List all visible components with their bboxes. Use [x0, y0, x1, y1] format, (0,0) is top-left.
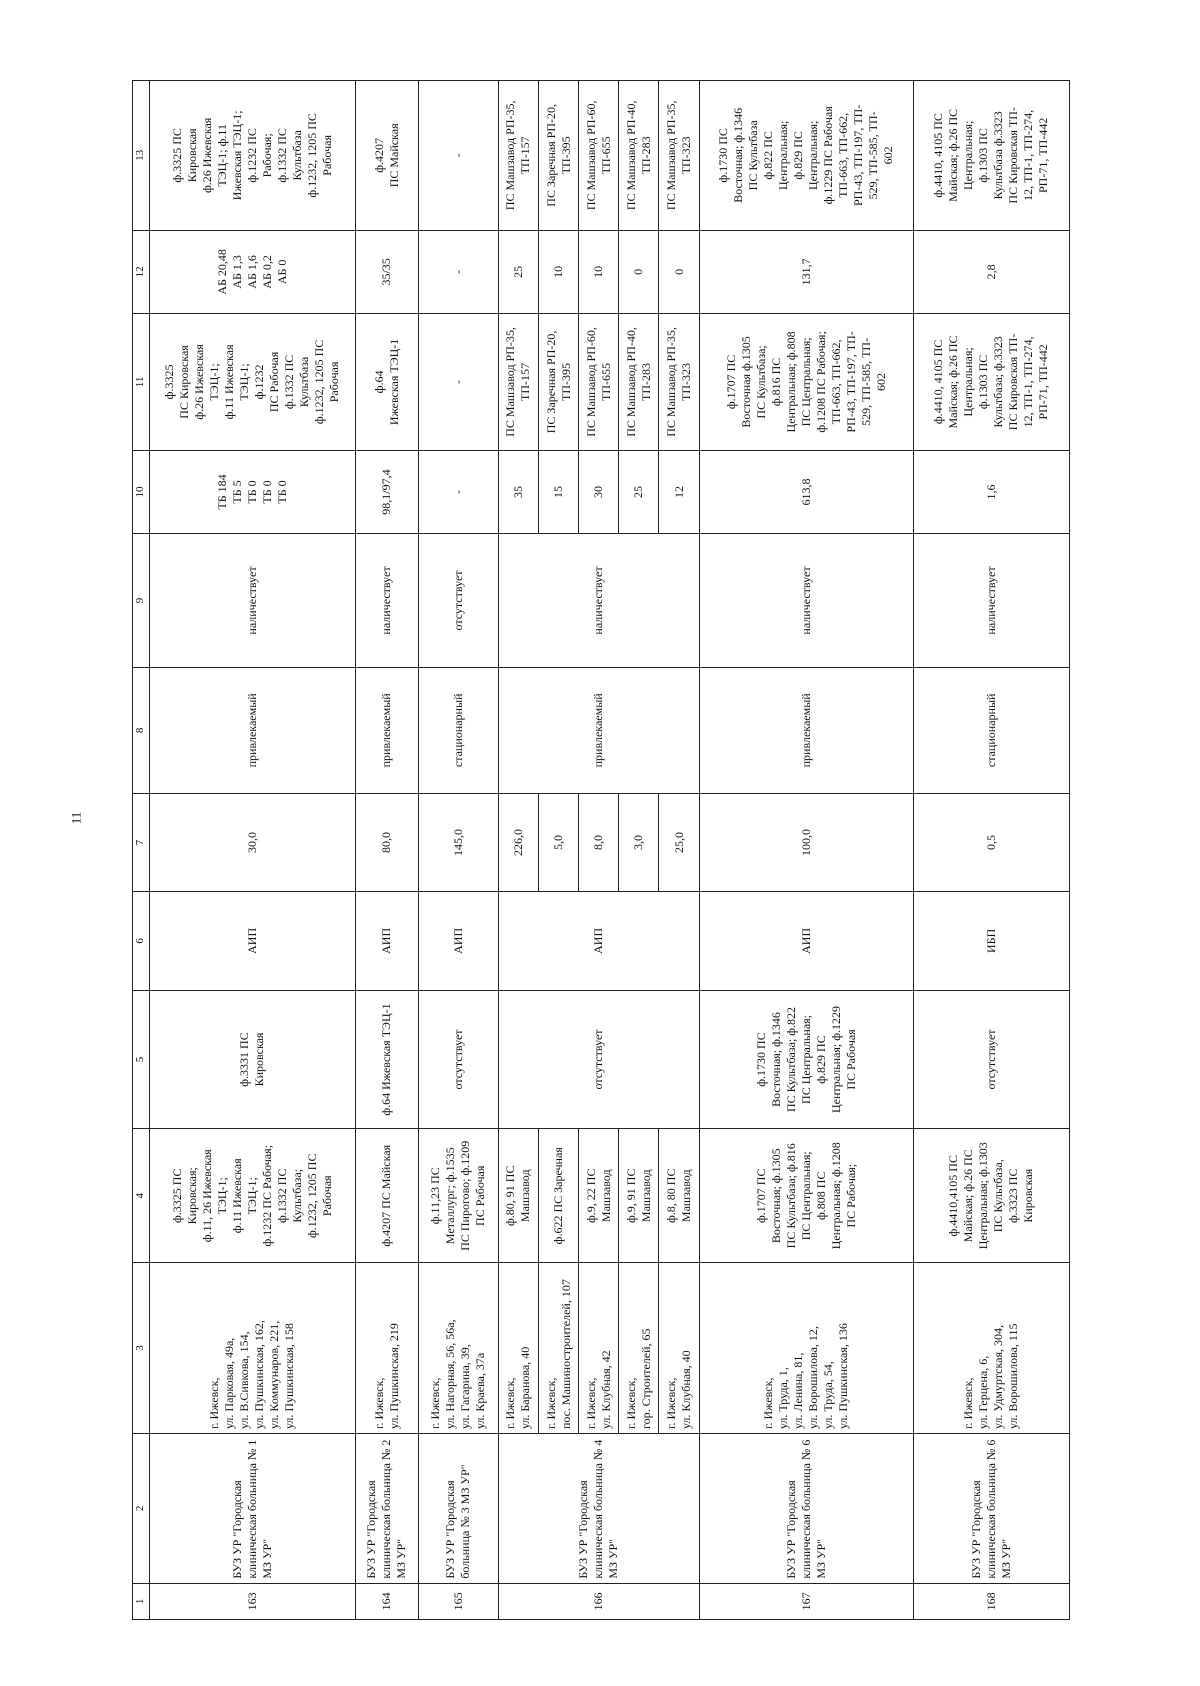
feeder-cell: ф.622 ПС Заречная: [539, 1129, 579, 1263]
address-cell: г. Ижевск, ул. Парковая, 49а, ул. В.Сивкова, 154, ул. Пушкинская, 162, ул. Коммунаров, 221, ул. Пушкинская, 158: [149, 1263, 355, 1434]
table-row: [913, 81, 1069, 1620]
supply-path-cell: ПС Машзавод РП-60, ТП-655: [579, 314, 619, 451]
source-type-cell: АИП: [699, 892, 913, 990]
source-type-cell: АИП: [356, 892, 418, 990]
table-row: [498, 81, 538, 1620]
feeder-cell: ф.9, 91 ПС Машзавод: [619, 1129, 659, 1263]
load-cell: 613,8: [699, 450, 913, 533]
power-cell: 30,0: [149, 793, 355, 891]
supply-path-cell: ф.64 Ижевская ТЭЦ-1: [356, 314, 418, 451]
power-cell: 3,0: [619, 793, 659, 891]
reserve-path-cell: ф.1730 ПС Восточная; ф.1346 ПС Культбаза ф.822 ПС Центральная; ф.829 ПС Центральная; ф.1229 ПС Рабочая ТП-663, ТП-662, РП-43, ТП-197, ТП- 529, ТП-585, ТП- 602: [699, 81, 913, 231]
row-number: 164: [356, 1583, 418, 1619]
availability-cell: наличествует: [149, 534, 355, 668]
col-header: 9: [133, 534, 150, 668]
power-cell: 25,0: [659, 793, 699, 891]
col-header: 12: [133, 230, 150, 313]
reserve-cell: 0: [659, 230, 699, 313]
mode-cell: привлекаемый: [699, 667, 913, 793]
load-cell: 98,1/97,4: [356, 450, 418, 533]
feeder-cell: ф.1707 ПС Восточная; ф.1305 ПС Культбаза; ф.816 ПС Центральная; ф.808 ПС Центральная; ф.1208 ПС Рабочая;: [699, 1129, 913, 1263]
power-cell: 100,0: [699, 793, 913, 891]
address-cell: г. Ижевск, ул. Нагорная, 56, 56а, ул. Гагарина, 39, ул. Краева, 37а: [418, 1263, 498, 1434]
col-header: 3: [133, 1263, 150, 1434]
mode-cell: привлекаемый: [498, 667, 699, 793]
mode-cell: стационарный: [913, 667, 1069, 793]
mode-cell: привлекаемый: [356, 667, 418, 793]
col-header: 8: [133, 667, 150, 793]
col-header: 1: [133, 1583, 150, 1619]
load-cell: 35: [498, 450, 538, 533]
reserve-cell: 10: [579, 230, 619, 313]
power-cell: 226,0: [498, 793, 538, 891]
reserve-path-cell: ПС Машзавод РП-40, ТП-283: [619, 81, 659, 231]
source-type-cell: АИП: [498, 892, 699, 990]
power-supply-table: [132, 80, 1070, 1620]
power-cell: 0,5: [913, 793, 1069, 891]
reserve-cell: 10: [539, 230, 579, 313]
load-cell: 15: [539, 450, 579, 533]
row-number: 167: [699, 1583, 913, 1619]
organization-cell: БУЗ УР "Городская клиническая больница № 1 МЗ УР": [149, 1434, 355, 1584]
backup-feeder-cell: отсутствует: [418, 990, 498, 1129]
table-row: [699, 81, 913, 1620]
supply-path-cell: ПС Машзавод РП-35, ТП-157: [498, 314, 538, 451]
organization-cell: БУЗ УР "Городская больница № 3 МЗ УР": [418, 1434, 498, 1584]
availability-cell: наличествует: [356, 534, 418, 668]
address-cell: г. Ижевск, пос. Машиностроителей, 107: [539, 1263, 579, 1434]
page-number: 11: [68, 811, 84, 825]
organization-cell: БУЗ УР "Городская клиническая больница № 6 МЗ УР": [913, 1434, 1069, 1584]
reserve-cell: 35/35: [356, 230, 418, 313]
backup-feeder-cell: ф.1730 ПС Восточная; ф.1346 ПС Культбаза; ф.822 ПС Центральная; ф.829 ПС Центральная; ф.1229 ПС Рабочая: [699, 990, 913, 1129]
table-row: [418, 81, 498, 1620]
table-row: [539, 81, 579, 1620]
feeder-cell: ф.80, 91 ПС Машзавод: [498, 1129, 538, 1263]
source-type-cell: ИБП: [913, 892, 1069, 990]
supply-path-cell: -: [418, 314, 498, 451]
feeder-cell: ф.4410,4105 ПС Майская; ф.26 ПС Центральная; ф.1303 ПС Культбаза, ф.3323 ПС Кировская: [913, 1129, 1069, 1263]
col-header: 2: [133, 1434, 150, 1584]
backup-feeder-cell: ф.64 Ижевская ТЭЦ-1: [356, 990, 418, 1129]
supply-path-cell: ф.1707 ПС Восточная ф.1305 ПС Культбаза; ф.816 ПС Центральная; ф.808 ПС Центральная; ф.1208 ПС Рабочая; ТП-663, ТП-662, РП-43, ТП-197, ТП- 529, ТП-585, ТП- 602: [699, 314, 913, 451]
backup-feeder-cell: ф.3331 ПС Кировская: [149, 990, 355, 1129]
address-cell: г. Ижевск, ул. Баранова, 40: [498, 1263, 538, 1434]
col-header: 5: [133, 990, 150, 1129]
availability-cell: наличествует: [913, 534, 1069, 668]
mode-cell: стационарный: [418, 667, 498, 793]
power-cell: 5,0: [539, 793, 579, 891]
table-row: [619, 81, 659, 1620]
load-cell: 30: [579, 450, 619, 533]
power-cell: 145,0: [418, 793, 498, 891]
feeder-cell: ф.4207 ПС Майская: [356, 1129, 418, 1263]
load-cell: 12: [659, 450, 699, 533]
address-cell: г. Ижевск, ул. Клубная, 42: [579, 1263, 619, 1434]
address-cell: г. Ижевск, ул. Пушкинская, 219: [356, 1263, 418, 1434]
reserve-path-cell: ПС Заречная РП-20, ТП-395: [539, 81, 579, 231]
reserve-path-cell: ПС Машзавод РП-60, ТП-655: [579, 81, 619, 231]
organization-cell: БУЗ УР "Городская клиническая больница № 4 МЗ УР": [498, 1434, 699, 1584]
address-cell: г. Ижевск, гор. Строителей, 65: [619, 1263, 659, 1434]
reserve-cell: 131,7: [699, 230, 913, 313]
feeder-cell: ф.8, 80 ПС Машзавод: [659, 1129, 699, 1263]
reserve-path-cell: ф.4410, 4105 ПС Майская; ф.26 ПС Центральная; ф.1303 ПС Культбаза ф.3323 ПС Кировская ТП- 12, ТП-1, ТП-274, РП-71, ТП-442: [913, 81, 1069, 231]
address-cell: г. Ижевск, ул. Герцена, 6, ул. Удмуртская, 304, ул. Ворошилова, 115: [913, 1263, 1069, 1434]
mode-cell: привлекаемый: [149, 667, 355, 793]
col-header: 6: [133, 892, 150, 990]
reserve-cell: 0: [619, 230, 659, 313]
load-cell: -: [418, 450, 498, 533]
col-header: 10: [133, 450, 150, 533]
load-cell: ТБ 184 ТБ 5 ТБ 0 ТБ 0 ТБ 0: [149, 450, 355, 533]
reserve-cell: 2,8: [913, 230, 1069, 313]
table-row: [149, 81, 355, 1620]
organization-cell: БУЗ УР "Городская клиническая больница № 2 МЗ УР": [356, 1434, 418, 1584]
feeder-cell: ф.11,23 ПС Металлург; ф.1535 ПС Пирогово; ф.1209 ПС Рабочая: [418, 1129, 498, 1263]
source-type-cell: АИП: [149, 892, 355, 990]
backup-feeder-cell: отсутствует: [913, 990, 1069, 1129]
source-type-cell: АИП: [418, 892, 498, 990]
address-cell: г. Ижевск, ул. Труда, 1, ул. Ленина, 81, ул. Ворошилова, 12, ул. Труда, 54, ул. Пушкинская, 136: [699, 1263, 913, 1434]
availability-cell: отсутствует: [418, 534, 498, 668]
availability-cell: наличествует: [699, 534, 913, 668]
table-row: [356, 81, 418, 1620]
row-number: 165: [418, 1583, 498, 1619]
load-cell: 25: [619, 450, 659, 533]
address-cell: г. Ижевск, ул. Клубная, 40: [659, 1263, 699, 1434]
col-header: 4: [133, 1129, 150, 1263]
reserve-path-cell: -: [418, 81, 498, 231]
organization-cell: БУЗ УР "Городская клиническая больница № 6 МЗ УР": [699, 1434, 913, 1584]
power-cell: 8,0: [579, 793, 619, 891]
reserve-path-cell: ПС Машзавод РП-35, ТП-157: [498, 81, 538, 231]
rotated-table-container: [132, 80, 1070, 1620]
reserve-path-cell: ПС Машзавод РП-35, ТП-323: [659, 81, 699, 231]
table-row: [659, 81, 699, 1620]
reserve-cell: 25: [498, 230, 538, 313]
availability-cell: наличествует: [498, 534, 699, 668]
col-header: 7: [133, 793, 150, 891]
supply-path-cell: ф.4410, 4105 ПС Майская; ф.26 ПС Центральная; ф.1303 ПС Культбаза; ф.3323 ПС Кировская ТП- 12, ТП-1, ТП-274, РП-71, ТП-442: [913, 314, 1069, 451]
col-header: 13: [133, 81, 150, 231]
power-cell: 80,0: [356, 793, 418, 891]
feeder-cell: ф.3325 ПС Кировская; ф.11, 26 Ижевская ТЭЦ-1; ф.11 Ижевская ТЭЦ-1; ф.1232 ПС Рабочая; ф.1332 ПС Культбаза; ф.1232, 1205 ПС Рабочая: [149, 1129, 355, 1263]
reserve-path-cell: ф.3325 ПС Кировская ф.26 Ижевская ТЭЦ-1; ф.11 Ижевская ТЭЦ-1; ф.1232 ПС Рабочая; ф.1332 ПС Культбаза ф.1232, 1205 ПС Рабочая: [149, 81, 355, 231]
row-number: 166: [498, 1583, 699, 1619]
row-number: 163: [149, 1583, 355, 1619]
row-number: 168: [913, 1583, 1069, 1619]
supply-path-cell: ПС Машзавод РП-40, ТП-283: [619, 314, 659, 451]
supply-path-cell: ф.3325 ПС Кировская ф.26 Ижевская ТЭЦ-1; ф.11 Ижевская ТЭЦ-1; ф.1232 ПС Рабочая ф.1332 ПС Культбаза ф.1232, 1205 ПС Рабочая: [149, 314, 355, 451]
supply-path-cell: ПС Машзавод РП-35, ТП-323: [659, 314, 699, 451]
column-number-row: [133, 81, 150, 1620]
table-row: [579, 81, 619, 1620]
col-header: 11: [133, 314, 150, 451]
feeder-cell: ф.9, 22 ПС Машзавод: [579, 1129, 619, 1263]
reserve-cell: -: [418, 230, 498, 313]
reserve-cell: АБ 20,48 АБ 1,3 АБ 1,6 АБ 0,2 АБ 0: [149, 230, 355, 313]
reserve-path-cell: ф.4207 ПС Майская: [356, 81, 418, 231]
backup-feeder-cell: отсутствует: [498, 990, 699, 1129]
load-cell: 1,6: [913, 450, 1069, 533]
supply-path-cell: ПС Заречная РП-20, ТП-395: [539, 314, 579, 451]
